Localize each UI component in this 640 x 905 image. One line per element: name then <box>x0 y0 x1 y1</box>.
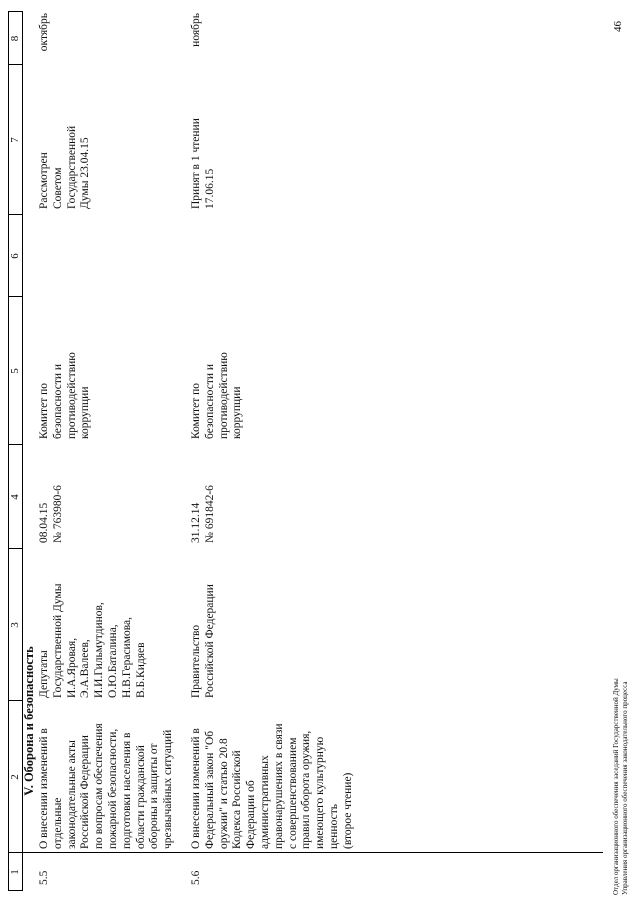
header-col-5: 5 <box>9 368 21 374</box>
responsible-committee: Комитет по безопасности и противодействию коррупции <box>38 352 92 439</box>
header-col-7: 7 <box>9 137 21 143</box>
planned-month: октябрь <box>38 13 50 52</box>
header-col-1: 1 <box>9 869 21 875</box>
header-col-3: 3 <box>9 622 21 628</box>
bill-status: Принят в 1 чтении 17.06.15 <box>190 118 216 209</box>
planned-month: ноябрь <box>190 13 202 47</box>
footer-line-2: Управления организационного обеспечения законодательного процесса <box>621 681 629 895</box>
bill-title: О внесении изменений в отдельные законодательные акты Российской Федерации по вопросам обеспечения пожарной безопасности, подготовки населения в области гражданской обороны и защиты от чрезвычайных ситуаций <box>38 723 175 849</box>
section-title: V. Оборона и безопасность <box>22 646 36 796</box>
row-number: 5.5 <box>38 870 50 885</box>
header-col-4: 4 <box>9 494 21 500</box>
row-number: 5.6 <box>190 870 202 885</box>
footer-note <box>612 678 630 895</box>
bill-initiator: Депутаты Государственной Думы И.А.Яровая, Э.А.Валеев, И.И.Гильмутдинов, О.Ю.Баталина, Н.В.Герасимова, В.Б.Кидяев <box>38 583 147 698</box>
responsible-committee: Комитет по безопасности и противодействию коррупции <box>190 352 244 439</box>
page-number: 46 <box>612 21 624 32</box>
bill-title: О внесении изменений в Федеральный закон "Об оружии" и статью 20.8 Кодекса Российской Федерации об административных правонарушениях в связи с совершенствованием правил оборота оружия, имеющего культурную ценность (второе чтение) <box>190 723 354 849</box>
bill-status: Рассмотрен Советом Государственной Думы 23.04.15 <box>38 125 92 209</box>
bill-date-number: 31.12.14 № 691842-6 <box>190 485 216 543</box>
col-rule <box>8 852 603 853</box>
footer-line-1: Отдел организационного обеспечения заседаний Государственной Думы <box>612 678 620 895</box>
header-col-8: 8 <box>9 35 21 42</box>
bill-initiator: Правительство Российской Федерации <box>190 584 216 698</box>
bill-date-number: 08.04.15 № 763980-6 <box>38 485 64 543</box>
header-col-6: 6 <box>9 253 21 259</box>
header-col-2: 2 <box>9 774 21 780</box>
bill-table <box>8 11 603 891</box>
